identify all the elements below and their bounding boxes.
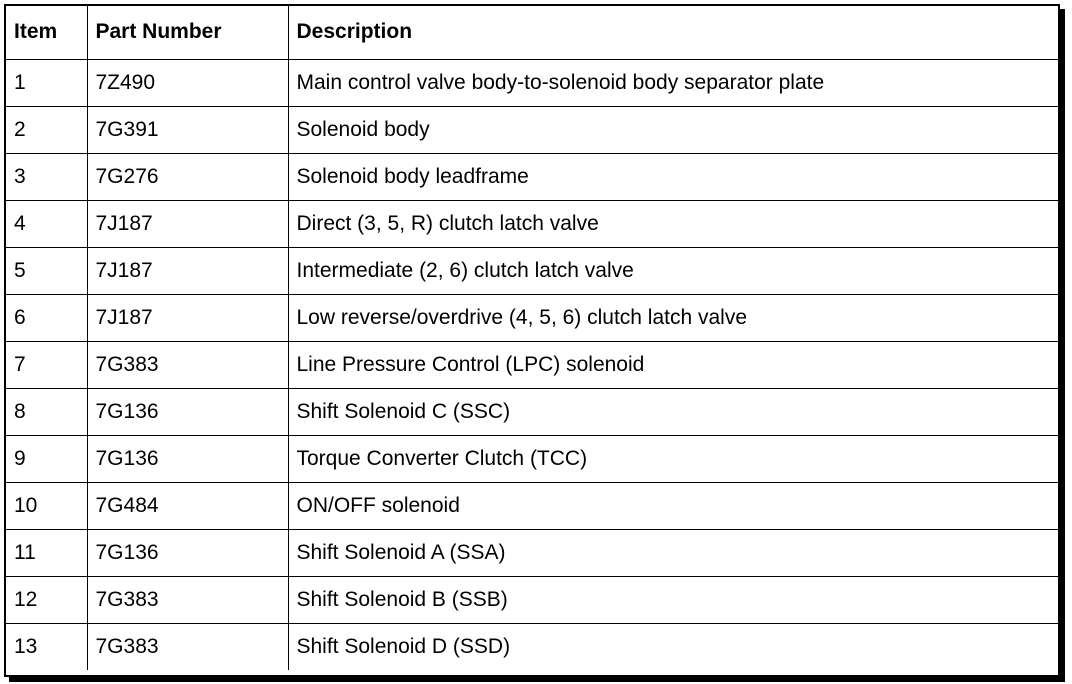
table-row: [6, 106, 1058, 153]
cell-part-number: 7G136: [87, 435, 288, 482]
cell-part-number: 7G383: [87, 623, 288, 670]
cell-part-number: 7J187: [87, 294, 288, 341]
cell-item: 13: [6, 623, 87, 670]
cell-item: 4: [6, 200, 87, 247]
cell-item: 3: [6, 153, 87, 200]
table-row: [6, 153, 1058, 200]
cell-part-number: 7G391: [87, 106, 288, 153]
cell-part-number: 7J187: [87, 200, 288, 247]
table-header-row: [6, 6, 1058, 59]
cell-description: Line Pressure Control (LPC) solenoid: [288, 341, 1058, 388]
table-row: [6, 200, 1058, 247]
cell-part-number: 7G383: [87, 576, 288, 623]
cell-item: 7: [6, 341, 87, 388]
cell-description: Shift Solenoid A (SSA): [288, 529, 1058, 576]
header-part-number: Part Number: [87, 6, 288, 59]
cell-item: 8: [6, 388, 87, 435]
cell-item: 10: [6, 482, 87, 529]
cell-item: 2: [6, 106, 87, 153]
parts-table-frame: [4, 4, 1060, 677]
table-row: [6, 341, 1058, 388]
cell-description: Torque Converter Clutch (TCC): [288, 435, 1058, 482]
table-row: [6, 623, 1058, 670]
cell-description: Main control valve body-to-solenoid body separator plate: [288, 59, 1058, 106]
table-row: [6, 247, 1058, 294]
cell-description: Intermediate (2, 6) clutch latch valve: [288, 247, 1058, 294]
cell-part-number: 7G136: [87, 529, 288, 576]
table-row: [6, 59, 1058, 106]
table-row: [6, 482, 1058, 529]
cell-description: ON/OFF solenoid: [288, 482, 1058, 529]
cell-item: 9: [6, 435, 87, 482]
cell-description: Solenoid body leadframe: [288, 153, 1058, 200]
cell-description: Shift Solenoid B (SSB): [288, 576, 1058, 623]
cell-item: 5: [6, 247, 87, 294]
cell-item: 6: [6, 294, 87, 341]
table-row: [6, 529, 1058, 576]
header-description: Description: [288, 6, 1058, 59]
cell-description: Shift Solenoid D (SSD): [288, 623, 1058, 670]
cell-part-number: 7G276: [87, 153, 288, 200]
table-row: [6, 388, 1058, 435]
cell-description: Solenoid body: [288, 106, 1058, 153]
header-item: Item: [6, 6, 87, 59]
table-row: [6, 576, 1058, 623]
cell-item: 12: [6, 576, 87, 623]
cell-description: Low reverse/overdrive (4, 5, 6) clutch latch valve: [288, 294, 1058, 341]
cell-description: Direct (3, 5, R) clutch latch valve: [288, 200, 1058, 247]
cell-item: 11: [6, 529, 87, 576]
cell-description: Shift Solenoid C (SSC): [288, 388, 1058, 435]
cell-part-number: 7Z490: [87, 59, 288, 106]
cell-part-number: 7G383: [87, 341, 288, 388]
table-row: [6, 294, 1058, 341]
parts-table: [6, 6, 1058, 670]
table-row: [6, 435, 1058, 482]
cell-part-number: 7G136: [87, 388, 288, 435]
cell-part-number: 7J187: [87, 247, 288, 294]
cell-item: 1: [6, 59, 87, 106]
cell-part-number: 7G484: [87, 482, 288, 529]
